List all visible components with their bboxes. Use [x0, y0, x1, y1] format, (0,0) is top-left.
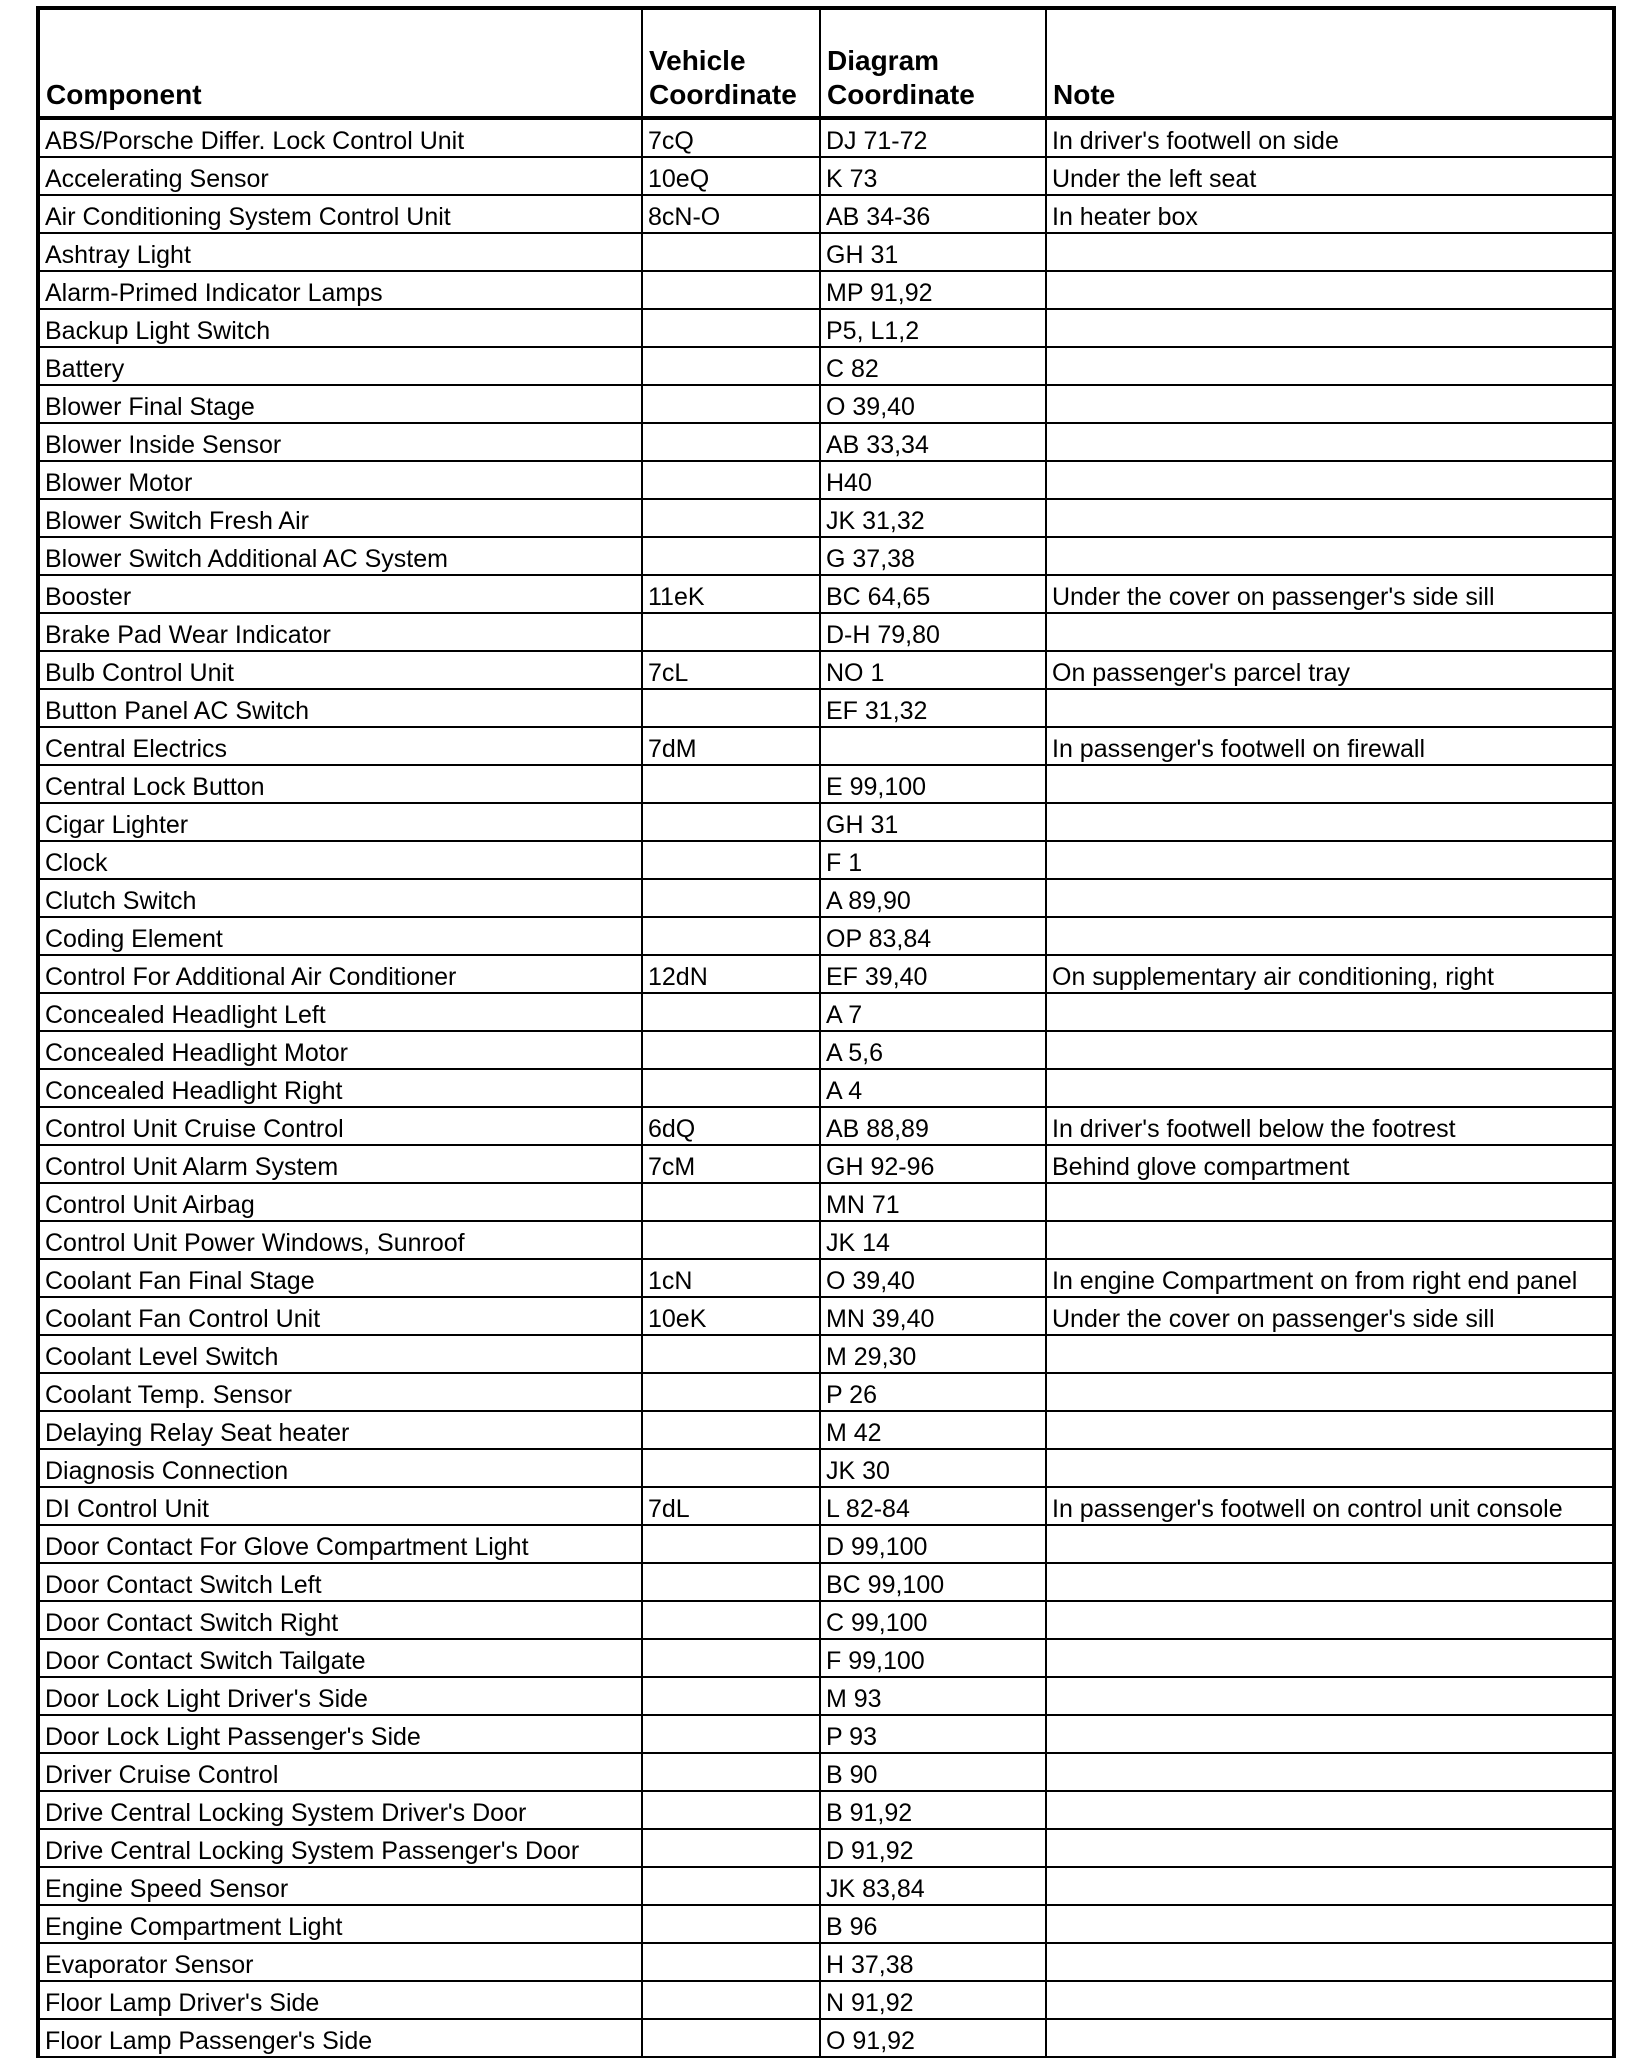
cell-vehicle: [642, 917, 820, 955]
cell-vehicle: [642, 1943, 820, 1981]
table-header-row: [38, 8, 1614, 118]
cell-diagram: O 39,40: [820, 1259, 1046, 1297]
table-row: [38, 1411, 1614, 1449]
cell-note: [1046, 1221, 1614, 1259]
cell-component: Door Contact For Glove Compartment Light: [38, 1525, 642, 1563]
table-row: [38, 1373, 1614, 1411]
table-row: [38, 1905, 1614, 1943]
cell-diagram: DJ 71-72: [820, 118, 1046, 157]
cell-vehicle: 11eK: [642, 575, 820, 613]
table-row: [38, 1943, 1614, 1981]
header-note-label: Note: [1053, 79, 1116, 110]
table-row: [38, 233, 1614, 271]
table-row: [38, 461, 1614, 499]
cell-note: [1046, 1031, 1614, 1069]
cell-component: Control Unit Alarm System: [38, 1145, 642, 1183]
cell-note: [1046, 1069, 1614, 1107]
cell-vehicle: 12dN: [642, 955, 820, 993]
header-vehicle-line1: Vehicle: [649, 45, 746, 76]
cell-component: Accelerating Sensor: [38, 157, 642, 195]
cell-vehicle: [642, 537, 820, 575]
table-row: [38, 1753, 1614, 1791]
cell-component: Floor Lamp Passenger's Side: [38, 2019, 642, 2057]
cell-component: Drive Central Locking System Driver's Door: [38, 1791, 642, 1829]
cell-vehicle: [642, 233, 820, 271]
cell-diagram: B 90: [820, 1753, 1046, 1791]
cell-note: [1046, 423, 1614, 461]
cell-component: Air Conditioning System Control Unit: [38, 195, 642, 233]
cell-note: [1046, 233, 1614, 271]
table-body: [38, 118, 1614, 2057]
cell-note: Under the left seat: [1046, 157, 1614, 195]
cell-component: Bulb Control Unit: [38, 651, 642, 689]
cell-vehicle: 6dQ: [642, 1107, 820, 1145]
cell-vehicle: [642, 1905, 820, 1943]
cell-diagram: [820, 727, 1046, 765]
cell-component: Engine Speed Sensor: [38, 1867, 642, 1905]
component-table: [36, 6, 1616, 2058]
table-row: [38, 1449, 1614, 1487]
cell-vehicle: [642, 1601, 820, 1639]
table-row: [38, 1069, 1614, 1107]
cell-vehicle: [642, 499, 820, 537]
cell-note: [1046, 1677, 1614, 1715]
table-row: [38, 118, 1614, 157]
table-row: [38, 1183, 1614, 1221]
cell-note: [1046, 2019, 1614, 2057]
cell-note: [1046, 1639, 1614, 1677]
table-row: [38, 499, 1614, 537]
cell-note: [1046, 1905, 1614, 1943]
cell-diagram: JK 31,32: [820, 499, 1046, 537]
cell-component: Concealed Headlight Right: [38, 1069, 642, 1107]
table-row: [38, 727, 1614, 765]
cell-diagram: A 4: [820, 1069, 1046, 1107]
cell-component: Coolant Fan Final Stage: [38, 1259, 642, 1297]
cell-note: [1046, 765, 1614, 803]
cell-vehicle: [642, 1791, 820, 1829]
cell-diagram: P 26: [820, 1373, 1046, 1411]
cell-note: [1046, 1981, 1614, 2019]
header-component-label: Component: [46, 79, 202, 110]
header-vehicle-coordinate: [642, 8, 820, 118]
table-row: [38, 385, 1614, 423]
cell-note: In passenger's footwell on control unit console: [1046, 1487, 1614, 1525]
table-row: [38, 309, 1614, 347]
cell-diagram: P5, L1,2: [820, 309, 1046, 347]
cell-component: Control Unit Cruise Control: [38, 1107, 642, 1145]
table-row: [38, 1259, 1614, 1297]
cell-vehicle: [642, 385, 820, 423]
cell-component: Blower Inside Sensor: [38, 423, 642, 461]
cell-component: Booster: [38, 575, 642, 613]
cell-vehicle: 1cN: [642, 1259, 820, 1297]
header-vehicle-line2: Coordinate: [649, 79, 797, 110]
cell-vehicle: 7cM: [642, 1145, 820, 1183]
cell-note: In engine Compartment on from right end panel: [1046, 1259, 1614, 1297]
cell-note: Behind glove compartment: [1046, 1145, 1614, 1183]
cell-vehicle: [642, 1449, 820, 1487]
cell-diagram: MN 71: [820, 1183, 1046, 1221]
table-row: [38, 1791, 1614, 1829]
cell-vehicle: [642, 1525, 820, 1563]
cell-diagram: JK 30: [820, 1449, 1046, 1487]
cell-diagram: A 5,6: [820, 1031, 1046, 1069]
cell-component: Backup Light Switch: [38, 309, 642, 347]
cell-diagram: N 91,92: [820, 1981, 1046, 2019]
cell-note: [1046, 1829, 1614, 1867]
cell-diagram: F 99,100: [820, 1639, 1046, 1677]
cell-note: [1046, 1791, 1614, 1829]
cell-diagram: C 99,100: [820, 1601, 1046, 1639]
table-row: [38, 1107, 1614, 1145]
cell-diagram: M 42: [820, 1411, 1046, 1449]
cell-note: [1046, 1183, 1614, 1221]
table-row: [38, 1487, 1614, 1525]
cell-component: Control Unit Power Windows, Sunroof: [38, 1221, 642, 1259]
cell-diagram: EF 39,40: [820, 955, 1046, 993]
cell-diagram: BC 64,65: [820, 575, 1046, 613]
cell-note: [1046, 1525, 1614, 1563]
cell-note: [1046, 803, 1614, 841]
cell-vehicle: [642, 765, 820, 803]
table-row: [38, 271, 1614, 309]
cell-component: Cigar Lighter: [38, 803, 642, 841]
cell-diagram: D 99,100: [820, 1525, 1046, 1563]
cell-vehicle: [642, 1335, 820, 1373]
cell-component: Concealed Headlight Left: [38, 993, 642, 1031]
cell-note: Under the cover on passenger's side sill: [1046, 575, 1614, 613]
table-row: [38, 1829, 1614, 1867]
cell-component: Blower Final Stage: [38, 385, 642, 423]
cell-vehicle: 8cN-O: [642, 195, 820, 233]
cell-diagram: O 91,92: [820, 2019, 1046, 2057]
cell-diagram: GH 31: [820, 803, 1046, 841]
cell-vehicle: [642, 2019, 820, 2057]
cell-note: On passenger's parcel tray: [1046, 651, 1614, 689]
cell-vehicle: [642, 1867, 820, 1905]
table-row: [38, 993, 1614, 1031]
cell-diagram: AB 88,89: [820, 1107, 1046, 1145]
cell-diagram: OP 83,84: [820, 917, 1046, 955]
table-row: [38, 1639, 1614, 1677]
header-component: [38, 8, 642, 118]
cell-vehicle: [642, 841, 820, 879]
header-diagram-coordinate: [820, 8, 1046, 118]
cell-component: Ashtray Light: [38, 233, 642, 271]
table-row: [38, 1335, 1614, 1373]
cell-component: Control For Additional Air Conditioner: [38, 955, 642, 993]
cell-component: Alarm-Primed Indicator Lamps: [38, 271, 642, 309]
cell-vehicle: 7cQ: [642, 118, 820, 157]
cell-component: DI Control Unit: [38, 1487, 642, 1525]
table-row: [38, 423, 1614, 461]
cell-note: [1046, 499, 1614, 537]
table-row: [38, 157, 1614, 195]
cell-note: In driver's footwell on side: [1046, 118, 1614, 157]
cell-vehicle: [642, 1411, 820, 1449]
cell-vehicle: [642, 1639, 820, 1677]
cell-vehicle: 7cL: [642, 651, 820, 689]
cell-vehicle: [642, 347, 820, 385]
cell-component: Battery: [38, 347, 642, 385]
table-row: [38, 803, 1614, 841]
table-row: [38, 1297, 1614, 1335]
cell-vehicle: [642, 1031, 820, 1069]
cell-component: Blower Switch Fresh Air: [38, 499, 642, 537]
cell-component: Door Contact Switch Tailgate: [38, 1639, 642, 1677]
document-page: [36, 6, 1612, 2058]
cell-diagram: B 96: [820, 1905, 1046, 1943]
cell-component: Door Lock Light Driver's Side: [38, 1677, 642, 1715]
cell-note: [1046, 1943, 1614, 1981]
cell-note: [1046, 461, 1614, 499]
cell-diagram: L 82-84: [820, 1487, 1046, 1525]
header-diagram-line1: Diagram: [827, 45, 940, 76]
cell-diagram: JK 14: [820, 1221, 1046, 1259]
cell-component: Concealed Headlight Motor: [38, 1031, 642, 1069]
cell-diagram: BC 99,100: [820, 1563, 1046, 1601]
table-row: [38, 879, 1614, 917]
cell-component: Central Lock Button: [38, 765, 642, 803]
cell-diagram: A 7: [820, 993, 1046, 1031]
cell-vehicle: [642, 993, 820, 1031]
table-row: [38, 689, 1614, 727]
cell-note: [1046, 1335, 1614, 1373]
table-row: [38, 917, 1614, 955]
table-row: [38, 841, 1614, 879]
cell-diagram: K 73: [820, 157, 1046, 195]
header-diagram-line2: Coordinate: [827, 79, 975, 110]
cell-vehicle: [642, 1715, 820, 1753]
cell-component: Blower Motor: [38, 461, 642, 499]
cell-vehicle: 10eK: [642, 1297, 820, 1335]
cell-component: ABS/Porsche Differ. Lock Control Unit: [38, 118, 642, 157]
table-row: [38, 1867, 1614, 1905]
cell-diagram: MP 91,92: [820, 271, 1046, 309]
table-row: [38, 1031, 1614, 1069]
table-row: [38, 1677, 1614, 1715]
table-row: [38, 1601, 1614, 1639]
cell-vehicle: [642, 803, 820, 841]
cell-diagram: B 91,92: [820, 1791, 1046, 1829]
cell-component: Evaporator Sensor: [38, 1943, 642, 1981]
cell-diagram: M 93: [820, 1677, 1046, 1715]
cell-diagram: AB 34-36: [820, 195, 1046, 233]
cell-note: [1046, 879, 1614, 917]
cell-vehicle: [642, 1981, 820, 2019]
cell-vehicle: 7dM: [642, 727, 820, 765]
cell-vehicle: [642, 1753, 820, 1791]
cell-vehicle: [642, 271, 820, 309]
cell-component: Coolant Level Switch: [38, 1335, 642, 1373]
cell-diagram: H 37,38: [820, 1943, 1046, 1981]
cell-vehicle: [642, 1829, 820, 1867]
cell-vehicle: 7dL: [642, 1487, 820, 1525]
cell-component: Central Electrics: [38, 727, 642, 765]
cell-diagram: AB 33,34: [820, 423, 1046, 461]
cell-component: Diagnosis Connection: [38, 1449, 642, 1487]
cell-note: Under the cover on passenger's side sill: [1046, 1297, 1614, 1335]
cell-note: [1046, 1867, 1614, 1905]
cell-vehicle: [642, 1563, 820, 1601]
cell-component: Driver Cruise Control: [38, 1753, 642, 1791]
cell-note: [1046, 689, 1614, 727]
cell-note: [1046, 993, 1614, 1031]
cell-vehicle: [642, 1677, 820, 1715]
table-row: [38, 651, 1614, 689]
table-row: [38, 1981, 1614, 2019]
cell-component: Delaying Relay Seat heater: [38, 1411, 642, 1449]
table-row: [38, 1221, 1614, 1259]
cell-note: [1046, 537, 1614, 575]
cell-diagram: GH 92-96: [820, 1145, 1046, 1183]
cell-vehicle: [642, 309, 820, 347]
cell-component: Blower Switch Additional AC System: [38, 537, 642, 575]
cell-diagram: F 1: [820, 841, 1046, 879]
table-row: [38, 1563, 1614, 1601]
cell-note: In passenger's footwell on firewall: [1046, 727, 1614, 765]
cell-component: Door Lock Light Passenger's Side: [38, 1715, 642, 1753]
cell-component: Brake Pad Wear Indicator: [38, 613, 642, 651]
cell-diagram: G 37,38: [820, 537, 1046, 575]
cell-note: [1046, 309, 1614, 347]
cell-diagram: MN 39,40: [820, 1297, 1046, 1335]
cell-note: [1046, 1449, 1614, 1487]
cell-component: Clock: [38, 841, 642, 879]
cell-note: [1046, 1601, 1614, 1639]
cell-vehicle: [642, 461, 820, 499]
cell-diagram: A 89,90: [820, 879, 1046, 917]
cell-note: [1046, 385, 1614, 423]
cell-note: [1046, 271, 1614, 309]
cell-vehicle: [642, 1183, 820, 1221]
table-row: [38, 2019, 1614, 2057]
cell-diagram: EF 31,32: [820, 689, 1046, 727]
cell-note: In heater box: [1046, 195, 1614, 233]
cell-component: Door Contact Switch Right: [38, 1601, 642, 1639]
cell-component: Clutch Switch: [38, 879, 642, 917]
cell-vehicle: [642, 879, 820, 917]
cell-component: Control Unit Airbag: [38, 1183, 642, 1221]
cell-diagram: D 91,92: [820, 1829, 1046, 1867]
table-row: [38, 1525, 1614, 1563]
cell-note: On supplementary air conditioning, right: [1046, 955, 1614, 993]
cell-vehicle: [642, 613, 820, 651]
cell-diagram: GH 31: [820, 233, 1046, 271]
cell-vehicle: [642, 1069, 820, 1107]
cell-component: Coding Element: [38, 917, 642, 955]
cell-vehicle: [642, 689, 820, 727]
table-row: [38, 1715, 1614, 1753]
cell-note: [1046, 841, 1614, 879]
cell-diagram: O 39,40: [820, 385, 1046, 423]
cell-diagram: H40: [820, 461, 1046, 499]
cell-vehicle: [642, 1373, 820, 1411]
cell-diagram: P 93: [820, 1715, 1046, 1753]
table-row: [38, 613, 1614, 651]
cell-note: [1046, 1753, 1614, 1791]
cell-note: In driver's footwell below the footrest: [1046, 1107, 1614, 1145]
cell-note: [1046, 347, 1614, 385]
cell-vehicle: 10eQ: [642, 157, 820, 195]
cell-vehicle: [642, 423, 820, 461]
cell-component: Engine Compartment Light: [38, 1905, 642, 1943]
cell-vehicle: [642, 1221, 820, 1259]
cell-note: [1046, 613, 1614, 651]
table-row: [38, 575, 1614, 613]
table-row: [38, 195, 1614, 233]
cell-note: [1046, 1715, 1614, 1753]
cell-component: Door Contact Switch Left: [38, 1563, 642, 1601]
cell-diagram: M 29,30: [820, 1335, 1046, 1373]
cell-note: [1046, 1411, 1614, 1449]
header-note: [1046, 8, 1614, 118]
cell-component: Coolant Temp. Sensor: [38, 1373, 642, 1411]
cell-note: [1046, 1563, 1614, 1601]
cell-diagram: E 99,100: [820, 765, 1046, 803]
cell-component: Button Panel AC Switch: [38, 689, 642, 727]
table-row: [38, 765, 1614, 803]
cell-note: [1046, 1373, 1614, 1411]
table-row: [38, 537, 1614, 575]
cell-component: Floor Lamp Driver's Side: [38, 1981, 642, 2019]
cell-component: Drive Central Locking System Passenger's Door: [38, 1829, 642, 1867]
cell-diagram: D-H 79,80: [820, 613, 1046, 651]
table-row: [38, 1145, 1614, 1183]
table-row: [38, 347, 1614, 385]
table-row: [38, 955, 1614, 993]
cell-diagram: C 82: [820, 347, 1046, 385]
cell-component: Coolant Fan Control Unit: [38, 1297, 642, 1335]
cell-diagram: JK 83,84: [820, 1867, 1046, 1905]
cell-diagram: NO 1: [820, 651, 1046, 689]
cell-note: [1046, 917, 1614, 955]
